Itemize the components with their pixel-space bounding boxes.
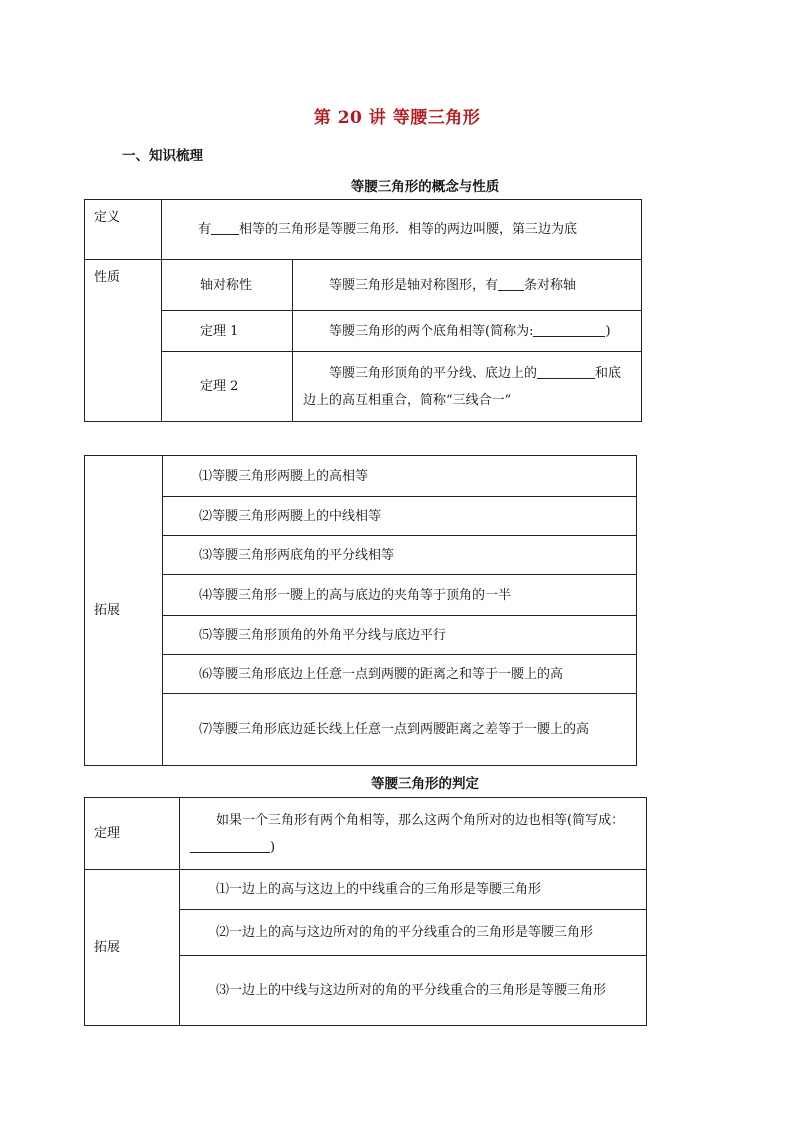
- extension-item: ⑴等腰三角形两腰上的高相等: [163, 456, 637, 497]
- criteria-item: ⑴一边上的高与这边上的中线重合的三角形是等腰三角形: [180, 870, 647, 910]
- definition-blank[interactable]: [211, 220, 239, 235]
- table1-caption: 等腰三角形的概念与性质: [350, 179, 500, 195]
- property-label: 性质: [85, 260, 162, 422]
- theorem2-blank[interactable]: [537, 364, 595, 379]
- definition-label: 定义: [85, 200, 162, 260]
- extension-item: ⑶等腰三角形两底角的平分线相等: [163, 536, 637, 575]
- extensions-table: [84, 455, 637, 766]
- extension-item: ⑸等腰三角形顶角的外角平分线与底边平行: [163, 616, 637, 655]
- criteria-table: [84, 797, 647, 1026]
- criteria-blank[interactable]: [190, 838, 270, 853]
- theorem1-blank[interactable]: [533, 322, 605, 337]
- theorem1-text: 等腰三角形的两个底角相等(简称为: ): [293, 311, 642, 352]
- criteria-item: ⑶一边上的中线与这边所对的角的平分线重合的三角形是等腰三角形: [180, 956, 647, 1026]
- criteria-item: ⑵一边上的高与这边所对的角的平分线重合的三角形是等腰三角形: [180, 910, 647, 956]
- lesson-title: 第 20 讲 等腰三角形: [313, 108, 481, 128]
- axis-blank[interactable]: [498, 276, 524, 291]
- theorem2-text: 等腰三角形顶角的平分线、底边上的 和底边上的高互相重合，简称“三线合一”: [293, 352, 642, 422]
- theorem1-label: 定理 1: [162, 311, 293, 352]
- axis-symmetry-text: 等腰三角形是轴对称图形，有 条对称轴: [293, 260, 642, 311]
- criteria-theorem-text: 如果一个三角形有两个角相等，那么这两个角所对的边也相等(简写成：): [180, 798, 647, 870]
- axis-symmetry-label: 轴对称性: [162, 260, 293, 311]
- extension-item: ⑺等腰三角形底边延长线上任意一点到两腰距离之差等于一腰上的高: [163, 694, 637, 766]
- criteria-extension-label: 拓展: [85, 870, 180, 1026]
- extension-item: ⑹等腰三角形底边上任意一点到两腰的距离之和等于一腰上的高: [163, 655, 637, 694]
- extension-label: 拓展: [85, 456, 163, 766]
- extension-item: ⑵等腰三角形两腰上的中线相等: [163, 497, 637, 536]
- table3-caption: 等腰三角形的判定: [371, 776, 479, 792]
- definition-text: 有 相等的三角形是等腰三角形．相等的两边叫腰，第三边为底: [162, 200, 642, 260]
- section-heading: 一、知识梳理: [122, 148, 203, 164]
- theorem2-label: 定理 2: [162, 352, 293, 422]
- criteria-theorem-label: 定理: [85, 798, 180, 870]
- properties-table: [84, 199, 642, 422]
- extension-item: ⑷等腰三角形一腰上的高与底边的夹角等于顶角的一半: [163, 575, 637, 616]
